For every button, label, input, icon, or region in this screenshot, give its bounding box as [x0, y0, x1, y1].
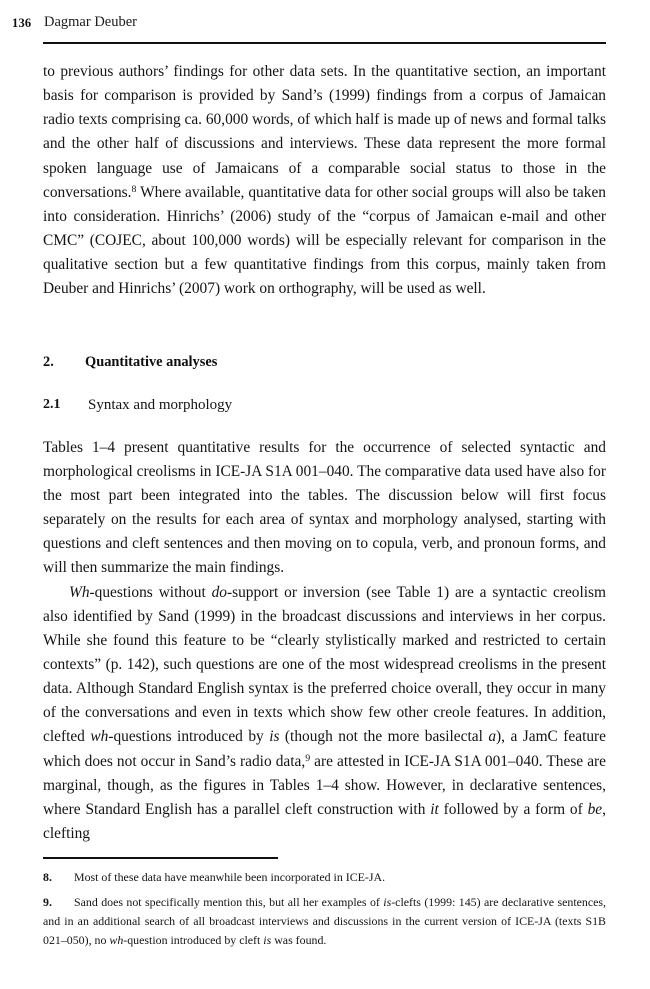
paragraph-3-text-6: are attested in ICE-JA S1A 001–040. These are marginal, though, as the figures in Tables 1–4 show. However, in declarative sentences, where Standard English has a parallel cleft construction with: [43, 752, 606, 818]
paragraph-3-italic-wh-2: wh: [90, 728, 109, 746]
heading-section-2-1-title: Syntax and morphology: [88, 396, 233, 413]
footnote-8: [43, 868, 606, 887]
paragraph-3-text-8: , clefting: [43, 800, 606, 843]
footnote-9-text-2: -clefts (1999: 145) are declarative sentences, and in an additional search of all broadcast interviews and discussions in the current version of ICE-JA (texts S1B 021–050), no: [43, 894, 607, 948]
paragraph-3-italic-it: it: [430, 800, 439, 818]
paragraph-3-text-1: -questions without: [89, 583, 212, 601]
footnote-9-text-1: Sand does not specifically mention this, but all her examples of: [74, 894, 384, 909]
paragraph-3-italic-do: do: [211, 583, 227, 601]
paragraph-3-italic-is-1: is: [269, 728, 280, 746]
spacer-before-heading-2: [43, 302, 606, 351]
heading-section-2-number: 2.: [43, 353, 54, 370]
paragraph-1: [43, 60, 606, 302]
paragraph-1-text-b: Where available, quantitative data for other social groups will also be taken into consideration. Hinrichs’ (2006) study of the “corpus of Jamaican e-mail and other CMC” (COJEC, about 100,000 words) will be especially relevant for comparison in the qualitative section but a few quantitative findings from this corpus, mainly taken from Deuber and Hinrichs’ (2007) work on orthography, will be used as well.: [43, 183, 606, 298]
footnote-8-number: 8.: [43, 869, 52, 884]
heading-section-2-1-number: 2.1: [43, 396, 61, 412]
paragraph-2: Tables 1–4 present quantitative results for the occurrence of selected syntactic and morphological creolisms in ICE-JA S1A 001–040. The comparative data used have also for the most part been integrated into the tables. The discussion below will first focus separately on the results for each area of syntax and morphology analysed, starting with questions and cleft sentences and then moving on to copula, verb, and pronoun forms, and will then summarize the main findings.: [43, 438, 606, 577]
footnote-9: [43, 893, 606, 951]
page-number: 136: [12, 16, 32, 30]
footnote-9-text-4: was found.: [271, 933, 327, 948]
footnote-9-italic-is-2: is: [263, 933, 272, 948]
footnote-9-number: 9.: [43, 894, 52, 909]
body-text-block: [43, 60, 606, 846]
spacer-after-heading-2-1: [43, 416, 606, 436]
paragraph-3-text-5: ), a JamC feature which does not occur in Sand’s radio data,: [43, 728, 607, 770]
paragraph-3: [43, 581, 606, 847]
running-head: [0, 14, 650, 36]
paragraph-1-text-a: to previous authors’ findings for other data sets. In the quantitative section, an important basis for comparison is provided by Sand’s (1999) findings from a corpus of Jamaican radio texts comprising ca. 60,000 words, of which half is made up of news and formal talks and the other half of discussions and interviews. These data represent the more formal spoken language use of Jamaicans of a comparable social status to those in the conversations.: [43, 63, 606, 201]
paragraph-3-text-4: (though not the more basilectal: [279, 728, 489, 746]
paragraph-3-italic-be: be: [587, 800, 603, 818]
footnote-9-italic-is-1: is: [383, 894, 392, 909]
heading-section-2-1: [43, 394, 606, 416]
heading-section-2-title: Quantitative analyses: [85, 353, 218, 370]
footnote-separator-rule: [43, 857, 278, 859]
paragraph-3-text-7: followed by a form of: [438, 800, 588, 818]
paragraph-3-text-3: -questions introduced by: [108, 728, 270, 746]
heading-section-2: [43, 351, 606, 373]
footnote-9-italic-wh: wh: [109, 933, 124, 948]
paragraph-3-italic-a: a: [488, 728, 497, 746]
header-rule: [43, 42, 606, 44]
paragraph-3-text-2: -support or inversion (see Table 1) are a syntactic creolism also identified by Sand (1999) in the broadcast discussions and interviews in her corpus. While she found this feature to be “clearly stylistically marked and restricted to certain contexts” (p. 142), such questions are one of the most widespread creolisms in the present data. Although Standard English syntax is the preferred choice overall, they occur in many of the conversations and even in texts which show few other creole features. In addition, clefted: [43, 583, 606, 746]
footnote-8-text: Most of these data have meanwhile been incorporated in ICE-JA.: [74, 869, 386, 884]
paragraph-3-italic-wh-1: Wh: [69, 583, 90, 601]
footnote-9-text-3: -question introduced by cleft: [123, 933, 264, 948]
spacer-after-heading-2: [43, 373, 606, 394]
footnote-reference-9[interactable]: 9: [305, 752, 311, 764]
footnote-reference-8[interactable]: 8: [131, 183, 137, 195]
running-title: Dagmar Deuber: [44, 14, 137, 30]
footnotes-area: [43, 857, 606, 951]
